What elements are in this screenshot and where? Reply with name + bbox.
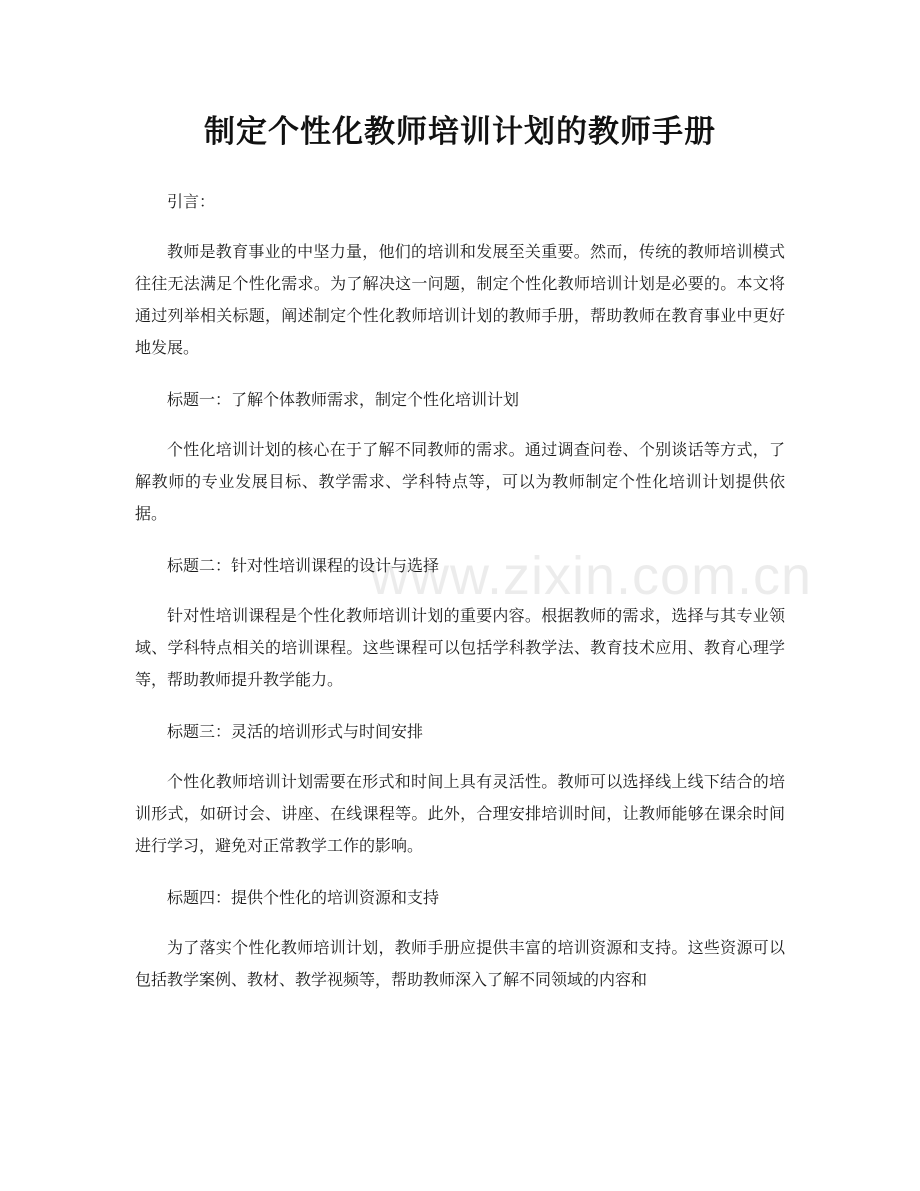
watermark: www.zixin.com.cn [370,546,813,606]
heading-one: 标题一：了解个体教师需求，制定个性化培训计划 [167,390,520,409]
paragraph-four: 为了落实个性化教师培训计划，教师手册应提供丰富的培训资源和支持。这些资源可以包括教学案例、教材、教学视频等，帮助教师深入了解不同领域的内容和 [135,938,785,989]
paragraph-two: 针对性培训课程是个性化教师培训计划的重要内容。根据教师的需求，选择与其专业领域、学科特点相关的培训课程。这些课程可以包括学科教学法、教育技术应用、教育心理学等，帮助教师提升教学能力。 [135,606,785,689]
intro-label: 引言： [167,192,216,211]
heading-two: 标题二：针对性培训课程的设计与选择 [167,556,440,575]
document-body [135,186,785,1016]
heading-four: 标题四：提供个性化的培训资源和支持 [167,888,440,907]
document-title: 制定个性化教师培训计划的教师手册 [204,114,716,150]
paragraph-one: 个性化培训计划的核心在于了解不同教师的需求。通过调查问卷、个别谈话等方式，了解教师的专业发展目标、教学需求、学科特点等，可以为教师制定个性化培训计划提供依据。 [135,440,785,523]
paragraph-three: 个性化教师培训计划需要在形式和时间上具有灵活性。教师可以选择线上线下结合的培训形式，如研讨会、讲座、在线课程等。此外，合理安排培训时间，让教师能够在课余时间进行学习，避免对正常教学工作的影响。 [135,772,785,855]
heading-three: 标题三：灵活的培训形式与时间安排 [167,722,424,741]
intro-paragraph: 教师是教育事业的中坚力量，他们的培训和发展至关重要。然而，传统的教师培训模式往往无法满足个性化需求。为了解决这一问题，制定个性化教师培训计划是必要的。本文将通过列举相关标题，阐述制定个性化教师培训计划的教师手册，帮助教师在教育事业中更好地发展。 [135,242,785,357]
